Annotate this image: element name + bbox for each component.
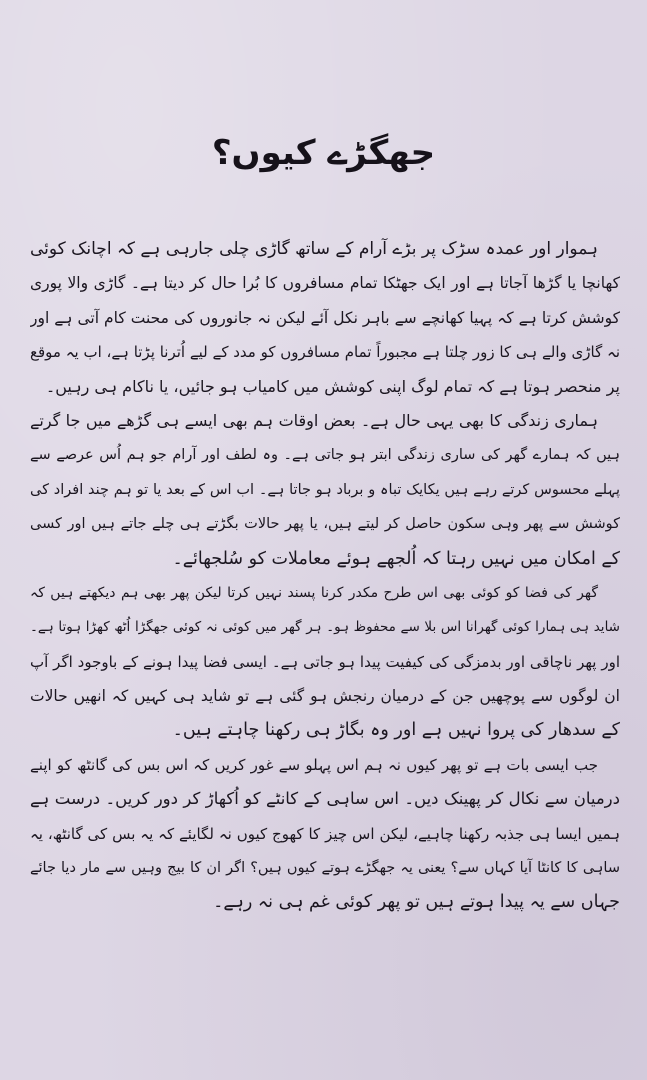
text-line: ہماری زندگی کا بھی یہی حال ہے۔ بعض اوقات ہم بھی ایسے ہی گڑھے میں جا گرتے bbox=[30, 410, 598, 430]
text-line: کھانچا یا گڑھا آجاتا ہے اور ایک جھٹکا تمام مسافروں کا بُرا حال کر دیتا ہے۔ گاڑی والا پوری bbox=[30, 274, 620, 293]
text-line: ساہی کا کانٹا آیا کہاں سے؟ یعنی یہ جھگڑے ہوتے کیوں ہیں؟ اگر ان کا بیج وہیں سے مار دیا جائے bbox=[30, 860, 620, 877]
paragraph-3 bbox=[30, 576, 620, 748]
text-line: ہموار اور عمدہ سڑک پر بڑے آرام کے ساتھ گاڑی چلی جارہی ہے کہ اچانک کوئی bbox=[30, 239, 598, 259]
text-line: پر منحصر ہوتا ہے کہ تمام لوگ اپنی کوشش میں کامیاب ہو جائیں، یا ناکام ہی رہیں۔ bbox=[45, 376, 620, 396]
text-line: پہلے محسوس کرتے رہے ہیں یکایک تباہ و برباد ہو جاتا ہے۔ اب اس کے بعد یا تو ہم چند افراد کی bbox=[30, 481, 620, 498]
text-line: نہ گاڑی والے ہی کا زور چلتا ہے مجبوراً تمام مسافروں کو مدد کے لیے اُترنا پڑتا ہے، اب یہ موقع bbox=[30, 343, 620, 362]
text-line: شاید ہی ہمارا کوئی گھرانا اس بلا سے محفوظ ہو۔ ہر گھر میں کوئی نہ کوئی جھگڑا اُٹھ کھڑا ہوتا ہے۔ bbox=[30, 619, 620, 636]
text-line: درمیان سے نکال کر پھینک دیں۔ اس ساہی کے کانٹے کو اُکھاڑ کر دور کریں۔ درست ہے bbox=[30, 789, 620, 809]
text-line: اور پھر ناچاقی اور بدمزگی کی کیفیت پیدا ہو جاتی ہے۔ ایسی فضا پیدا ہونے کے باوجود اگر آپ bbox=[30, 652, 620, 671]
text-line: ہمیں ایسا ہی جذبہ رکھنا چاہیے، لیکن اس چیز کا کھوج کیوں نہ لگایئے کہ یہ بس کی گانٹھ، یہ bbox=[30, 824, 620, 843]
text-line: کوشش کرتا ہے کہ پہیا کھانچے سے باہر نکل آئے لیکن نہ جانوروں کی محنت کام آتی ہے اور bbox=[30, 308, 620, 327]
paragraph-2 bbox=[30, 404, 620, 576]
text-line: کوشش سے پھر وہی سکون حاصل کر لیتے ہیں، یا پھر حالات بگڑتے ہی چلے جاتے ہیں اور کسی bbox=[30, 516, 620, 533]
text-line: کے امکان میں نہیں رہتا کہ اُلجھے ہوئے معاملات کو سُلجھائے۔ bbox=[172, 548, 620, 569]
text-line: ان لوگوں سے پوچھیں جن کے درمیان رنجش ہو گئی ہے تو شاید ہی کہیں کہ انھیں حالات bbox=[30, 687, 620, 706]
paragraph-4 bbox=[30, 748, 620, 920]
text-line: جہاں سے یہ پیدا ہوتے ہیں تو پھر کوئی غم ہی نہ رہے۔ bbox=[213, 892, 620, 913]
body-text bbox=[30, 232, 620, 920]
text-line: گھر کی فضا کو کوئی بھی اس طرح مکدر کرنا پسند نہیں کرتا لیکن پھر بھی ہم دیکھتے ہیں کہ bbox=[30, 584, 598, 601]
text-line: جب ایسی بات ہے تو پھر کیوں نہ ہم اس پہلو سے غور کریں کہ اس بس کی گانٹھ کو اپنے bbox=[30, 755, 598, 774]
text-line: ہیں کہ ہمارے گھر کی ساری زندگی ابتر ہو جاتی ہے۔ وہ لطف اور آرام جو ہم اُس عرصے سے bbox=[30, 447, 620, 464]
chapter-title: جھگڑے کیوں؟ bbox=[211, 133, 436, 173]
text-line: کے سدھار کی پروا نہیں ہے اور وہ بگاڑ ہی رکھنا چاہتے ہیں۔ bbox=[172, 720, 620, 741]
paragraph-1 bbox=[30, 232, 620, 404]
